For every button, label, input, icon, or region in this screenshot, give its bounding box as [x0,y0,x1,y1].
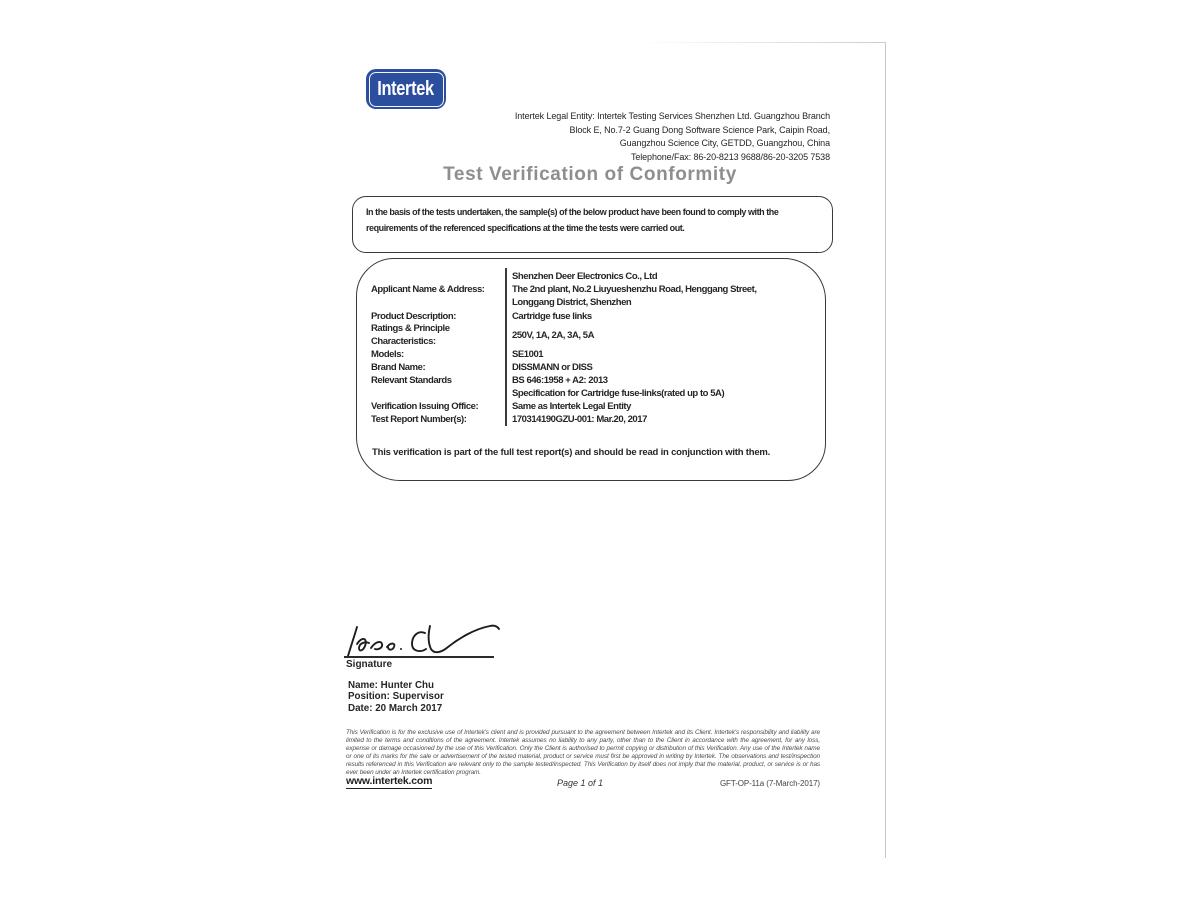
intertek-logo [366,69,446,109]
signatory-name: Name: Hunter Chu [348,680,435,691]
page-right-edge [885,42,886,858]
legal-entity-line: Guangzhou Science City, GETDD, Guangzhou, China [619,138,830,148]
footer-page-number: Page 1 of 1 [556,778,604,788]
field-label-standards: Relevant Standards [371,375,452,386]
footer-doc-code: GFT-OP-11a (7-March-2017) [719,779,820,788]
intro-statement-box [352,196,833,253]
intro-statement-text: In the basis of the tests undertaken, the sample(s) of the below product have been found to comply with the requirements of the referenced specifications at the time the tests were carried out. [366,207,779,233]
page-top-edge [640,42,886,43]
field-value-standards-line1: BS 646:1958 + A2: 2013 [512,375,608,386]
verification-note: This verification is part of the full test report(s) and should be read in conjunction with them. [372,447,771,458]
field-label-models: Models: [371,349,404,360]
field-label-office: Verification Issuing Office: [371,401,479,412]
field-label-product: Product Description: [371,311,456,322]
field-value-report: 170314190GZU-001: Mar.20, 2017 [512,414,647,425]
field-label-ratings-line2: Characteristics: [371,336,436,347]
field-value-standards-line2: Specification for Cartridge fuse-links(rated up to 5A) [512,388,725,399]
legal-entity-line: Telephone/Fax: 86-20-8213 9688/86-20-3205 7538 [630,151,830,162]
signatory-position: Position: Supervisor [348,691,444,703]
field-value-brand: DISSMANN or DISS [512,362,593,373]
field-value-models: SE1001 [512,349,544,360]
disclaimer-text: This Verification is for the exclusive use of Intertek's client and is provided pursuant to the agreement between Intertek and its Client. Intertek's responsibility and liability are limited to the terms and conditions of the agreement. Intertek assumes no liability to any party, other than to the Client in accordance with the agreement, for any loss, expense or damage occasioned by the use of this Verification. Only the Client is authorised to permit copying or distribution of this Verification. Any use of the Intertek name or one of its marks for the sale or advertisement of the tested material, product or service must first be approved in writing by Intertek. The observations and test/inspection results referenced in this Verification are relevant only to the sample tested/inspected. This Verification by itself does not imply that the material, product, or service is or has ever been under an Intertek certification program. [346,729,820,776]
field-value-applicant-line1: Shenzhen Deer Electronics Co., Ltd [512,271,658,282]
legal-entity-line: Intertek Legal Entity: Intertek Testing Services Shenzhen Ltd. Guangzhou Branch [514,111,830,121]
legal-entity-block [330,110,830,164]
footer-website-link: www.intertek.com [346,775,433,787]
field-label-applicant: Applicant Name & Address: [371,284,485,295]
signatory-block [348,680,444,714]
signature-label: Signature [346,659,393,670]
signatory-date: Date: 20 March 2017 [348,702,443,714]
field-label-ratings-line1: Ratings & Principle [371,323,450,334]
field-value-applicant-line2: The 2nd plant, No.2 Liuyueshenzhu Road, Henggang Street, [512,284,757,295]
field-value-applicant-line3: Longgang District, Shenzhen [512,297,632,308]
field-label-report: Test Report Number(s): [371,414,467,425]
signature-line [344,656,494,658]
field-value-product: Cartridge fuse links [512,311,592,322]
details-column-divider [505,268,507,426]
field-value-ratings: 250V, 1A, 2A, 3A, 5A [512,330,595,341]
legal-entity-line: Block E, No.7-2 Guang Dong Software Science Park, Caipin Road, [569,124,830,135]
field-value-office: Same as Intertek Legal Entity [512,401,631,412]
field-label-brand: Brand Name: [371,362,426,373]
intertek-logo-text: Intertek [377,77,435,100]
document-title: Test Verification of Conformity [443,164,737,185]
